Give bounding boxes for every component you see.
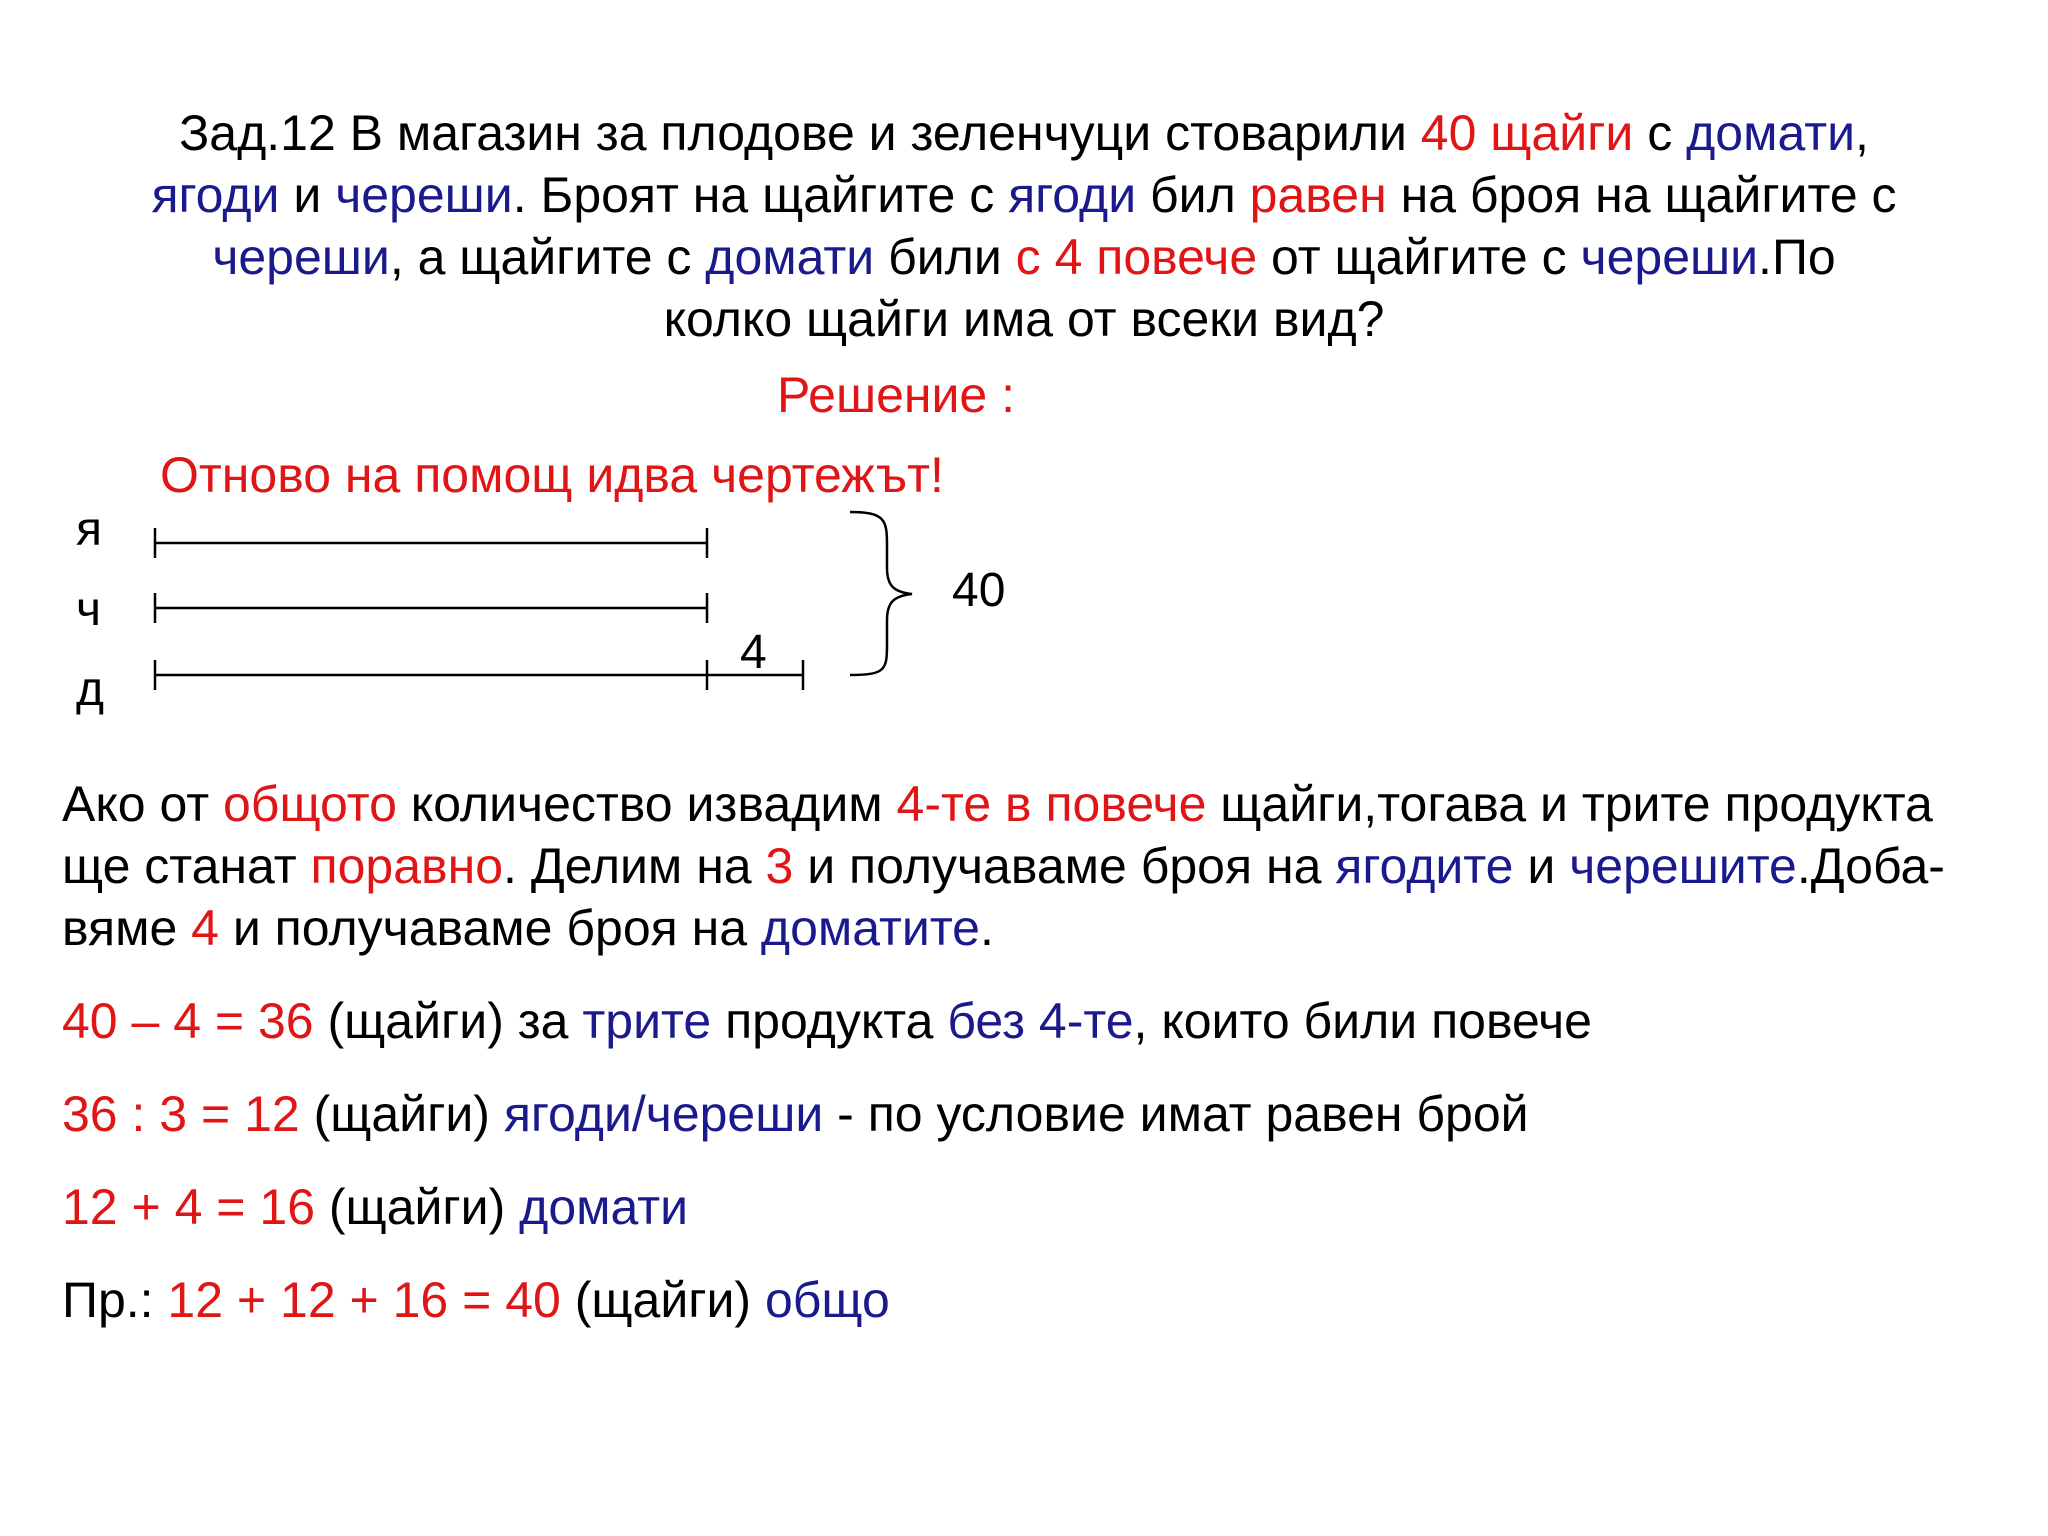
text-run: , <box>1855 105 1869 161</box>
text-run: щайги,тогава и трите продукта <box>1206 776 1933 832</box>
text-run: количество извадим <box>396 776 897 832</box>
text-run: Зад.12 В магазин за плодове и зеленчуци стоварили <box>179 105 1421 161</box>
text-run: (щайги) <box>560 1272 765 1328</box>
text-run: . Броят на щайгите с <box>512 167 1009 223</box>
text-run: ягодите <box>1335 838 1514 894</box>
label-strawberries: я <box>76 503 102 556</box>
calculation-1 <box>62 990 1592 1052</box>
text-run: 4-те в повече <box>896 776 1207 832</box>
text-run: домати <box>519 1179 689 1235</box>
text-run: .По <box>1758 229 1836 285</box>
text-run: Пр.: <box>62 1272 168 1328</box>
text-run: 40 – 4 = 36 <box>62 993 314 1049</box>
explanation-line-1 <box>62 773 1933 835</box>
text-run: черешите <box>1569 838 1797 894</box>
calculation-2 <box>62 1083 1529 1145</box>
label-total: 40 <box>952 564 1006 617</box>
text-run: и получаваме броя на <box>793 838 1336 894</box>
text-run: 3 <box>765 838 794 894</box>
text-run: на броя на щайгите с <box>1386 167 1897 223</box>
text-run: равен <box>1249 167 1387 223</box>
text-run: били <box>874 229 1016 285</box>
text-run: колко щайги има от всеки вид? <box>663 291 1385 347</box>
answer-check <box>62 1269 890 1331</box>
text-run: ягоди <box>1008 167 1137 223</box>
diagram-hint: Отново на помощ идва чертежът! <box>160 447 944 503</box>
text-run: и получаваме броя на <box>218 900 761 956</box>
text-run: череши <box>335 167 513 223</box>
text-run: ягоди <box>151 167 280 223</box>
text-run: доматите <box>760 900 980 956</box>
text-run: 36 : 3 = 12 <box>62 1086 300 1142</box>
text-run: домати <box>1686 105 1856 161</box>
label-extra-four: 4 <box>740 626 767 679</box>
text-run: 4 <box>191 900 219 956</box>
total-brace <box>850 512 912 675</box>
text-run: - по условие имат равен брой <box>823 1086 1529 1142</box>
text-run: общото <box>223 776 397 832</box>
text-run: . Делим на <box>503 838 766 894</box>
text-run: 12 + 12 + 16 = 40 <box>167 1272 561 1328</box>
label-tomatoes: д <box>76 663 105 716</box>
text-run: ягоди/череши <box>503 1086 824 1142</box>
text-run: без 4-те <box>947 993 1134 1049</box>
text-run: с 4 повече <box>1015 229 1258 285</box>
strawberries-segment <box>155 528 707 558</box>
cherries-segment <box>155 593 707 623</box>
text-run: ще станат <box>62 838 311 894</box>
text-run: и <box>279 167 336 223</box>
calculation-3 <box>62 1176 688 1238</box>
label-cherries: ч <box>76 583 102 636</box>
explanation-line-2 <box>62 835 1945 897</box>
text-run: домати <box>705 229 875 285</box>
text-run: общо <box>764 1272 890 1328</box>
text-run: с <box>1633 105 1687 161</box>
text-run: 12 + 4 = 16 <box>62 1179 316 1235</box>
text-run: вяме <box>62 900 192 956</box>
text-run: и <box>1513 838 1570 894</box>
text-run: продукта <box>711 993 948 1049</box>
explanation-line-3 <box>62 897 994 959</box>
text-run: (щайги) <box>299 1086 504 1142</box>
text-run: трите <box>582 993 712 1049</box>
text-run: поравно <box>310 838 504 894</box>
text-run: 40 щайги <box>1420 105 1634 161</box>
tomatoes-segment <box>155 660 803 690</box>
text-run: бил <box>1136 167 1250 223</box>
text-run: череши <box>1580 229 1759 285</box>
text-run: .Доба- <box>1796 838 1945 894</box>
text-run: . <box>979 900 994 956</box>
text-run: Ако от <box>62 776 223 832</box>
text-run: , а щайгите с <box>389 229 706 285</box>
text-run: череши <box>212 229 390 285</box>
text-run: (щайги) <box>315 1179 520 1235</box>
text-run: (щайги) за <box>313 993 583 1049</box>
text-run: от щайгите с <box>1257 229 1581 285</box>
solution-heading: Решение : <box>777 367 1016 423</box>
text-run: , които били повече <box>1133 993 1592 1049</box>
